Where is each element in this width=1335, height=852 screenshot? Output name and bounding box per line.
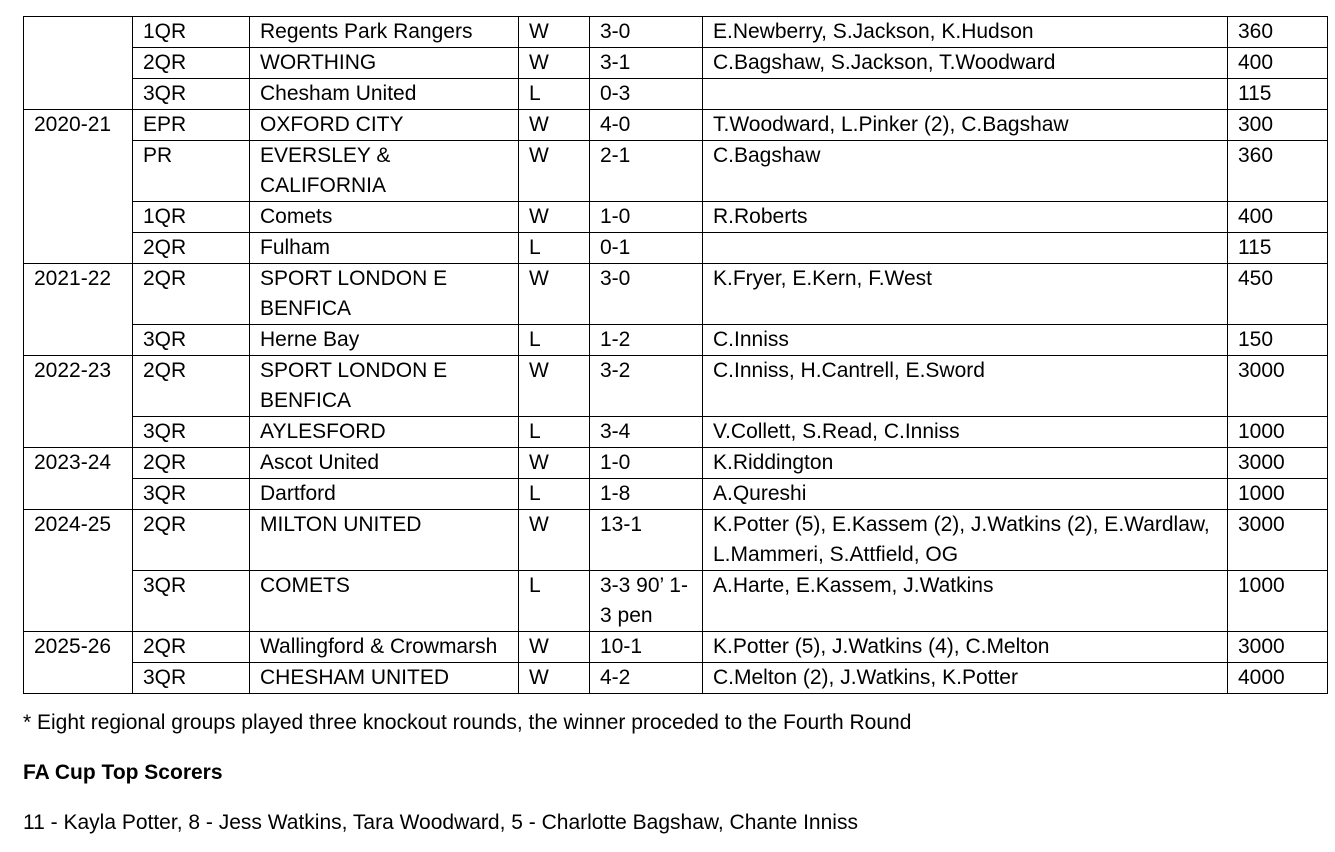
attendance-cell: 4000 xyxy=(1228,663,1328,694)
score-cell: 4-2 xyxy=(590,663,703,694)
opponent-cell: SPORT LONDON E BENFICA xyxy=(250,356,519,417)
round-cell: 2QR xyxy=(133,264,250,325)
round-cell: PR xyxy=(133,141,250,202)
fa-cup-results-table xyxy=(23,16,1328,694)
table-row xyxy=(24,571,1328,632)
score-cell: 2-1 xyxy=(590,141,703,202)
round-cell: 3QR xyxy=(133,479,250,510)
result-cell: L xyxy=(519,479,590,510)
footnote: * Eight regional groups played three knockout rounds, the winner proceded to the Fourth Round xyxy=(23,711,912,734)
table-row xyxy=(24,356,1328,417)
result-cell: W xyxy=(519,48,590,79)
attendance-cell: 115 xyxy=(1228,79,1328,110)
table-row xyxy=(24,325,1328,356)
score-cell: 1-0 xyxy=(590,448,703,479)
round-cell: 1QR xyxy=(133,17,250,48)
scorers-cell: V.Collett, S.Read, C.Inniss xyxy=(703,417,1228,448)
scorers-cell xyxy=(703,233,1228,264)
result-cell: W xyxy=(519,448,590,479)
table-row xyxy=(24,141,1328,202)
opponent-cell: OXFORD CITY xyxy=(250,110,519,141)
score-cell: 1-2 xyxy=(590,325,703,356)
attendance-cell: 300 xyxy=(1228,110,1328,141)
opponent-cell: Herne Bay xyxy=(250,325,519,356)
top-scorers-heading: FA Cup Top Scorers xyxy=(23,761,223,784)
scorers-cell: A.Harte, E.Kassem, J.Watkins xyxy=(703,571,1228,632)
table-row xyxy=(24,448,1328,479)
round-cell: 1QR xyxy=(133,202,250,233)
round-cell: 2QR xyxy=(133,448,250,479)
attendance-cell: 3000 xyxy=(1228,356,1328,417)
result-cell: W xyxy=(519,141,590,202)
table-row xyxy=(24,79,1328,110)
score-cell: 10-1 xyxy=(590,632,703,663)
opponent-cell: SPORT LONDON E BENFICA xyxy=(250,264,519,325)
attendance-cell: 3000 xyxy=(1228,448,1328,479)
result-cell: L xyxy=(519,417,590,448)
round-cell: 2QR xyxy=(133,632,250,663)
round-cell: 3QR xyxy=(133,571,250,632)
round-cell: 3QR xyxy=(133,79,250,110)
scorers-cell: E.Newberry, S.Jackson, K.Hudson xyxy=(703,17,1228,48)
attendance-cell: 1000 xyxy=(1228,479,1328,510)
opponent-cell: WORTHING xyxy=(250,48,519,79)
scorers-cell: K.Riddington xyxy=(703,448,1228,479)
result-cell: W xyxy=(519,632,590,663)
season-cell xyxy=(24,17,133,110)
scorers-cell: R.Roberts xyxy=(703,202,1228,233)
attendance-cell: 360 xyxy=(1228,17,1328,48)
result-cell: W xyxy=(519,202,590,233)
attendance-cell: 450 xyxy=(1228,264,1328,325)
scorers-cell: C.Inniss, H.Cantrell, E.Sword xyxy=(703,356,1228,417)
season-cell: 2023-24 xyxy=(24,448,133,510)
score-cell: 3-2 xyxy=(590,356,703,417)
table-row xyxy=(24,48,1328,79)
score-cell: 3-3 90’ 1-3 pen xyxy=(590,571,703,632)
attendance-cell: 3000 xyxy=(1228,632,1328,663)
attendance-cell: 1000 xyxy=(1228,417,1328,448)
score-cell: 1-0 xyxy=(590,202,703,233)
score-cell: 1-8 xyxy=(590,479,703,510)
score-cell: 0-3 xyxy=(590,79,703,110)
scorers-cell: K.Fryer, E.Kern, F.West xyxy=(703,264,1228,325)
score-cell: 3-0 xyxy=(590,264,703,325)
result-cell: W xyxy=(519,356,590,417)
attendance-cell: 400 xyxy=(1228,202,1328,233)
opponent-cell: Wallingford & Crowmarsh xyxy=(250,632,519,663)
scorers-cell: K.Potter (5), J.Watkins (4), C.Melton xyxy=(703,632,1228,663)
scorers-cell: C.Bagshaw xyxy=(703,141,1228,202)
round-cell: 2QR xyxy=(133,510,250,571)
table-row xyxy=(24,632,1328,663)
scorers-cell xyxy=(703,79,1228,110)
result-cell: L xyxy=(519,325,590,356)
attendance-cell: 360 xyxy=(1228,141,1328,202)
table-row xyxy=(24,510,1328,571)
season-cell: 2022-23 xyxy=(24,356,133,448)
round-cell: 2QR xyxy=(133,233,250,264)
season-cell: 2024-25 xyxy=(24,510,133,632)
round-cell: 3QR xyxy=(133,417,250,448)
scorers-cell: C.Bagshaw, S.Jackson, T.Woodward xyxy=(703,48,1228,79)
result-cell: W xyxy=(519,110,590,141)
scorers-cell: K.Potter (5), E.Kassem (2), J.Watkins (2), E.Wardlaw, L.Mammeri, S.Attfield, OG xyxy=(703,510,1228,571)
attendance-cell: 3000 xyxy=(1228,510,1328,571)
score-cell: 3-4 xyxy=(590,417,703,448)
attendance-cell: 115 xyxy=(1228,233,1328,264)
opponent-cell: COMETS xyxy=(250,571,519,632)
score-cell: 13-1 xyxy=(590,510,703,571)
result-cell: W xyxy=(519,17,590,48)
opponent-cell: MILTON UNITED xyxy=(250,510,519,571)
attendance-cell: 1000 xyxy=(1228,571,1328,632)
attendance-cell: 400 xyxy=(1228,48,1328,79)
opponent-cell: Chesham United xyxy=(250,79,519,110)
opponent-cell: Dartford xyxy=(250,479,519,510)
opponent-cell: AYLESFORD xyxy=(250,417,519,448)
table-row xyxy=(24,417,1328,448)
scorers-cell: C.Inniss xyxy=(703,325,1228,356)
season-cell: 2021-22 xyxy=(24,264,133,356)
opponent-cell: CHESHAM UNITED xyxy=(250,663,519,694)
table-row xyxy=(24,264,1328,325)
round-cell: 3QR xyxy=(133,325,250,356)
score-cell: 4-0 xyxy=(590,110,703,141)
result-cell: W xyxy=(519,510,590,571)
result-cell: L xyxy=(519,79,590,110)
round-cell: 2QR xyxy=(133,356,250,417)
round-cell: 3QR xyxy=(133,663,250,694)
result-cell: L xyxy=(519,233,590,264)
top-scorers-list: 11 - Kayla Potter, 8 - Jess Watkins, Tara Woodward, 5 - Charlotte Bagshaw, Chante Inniss xyxy=(23,811,858,834)
table-row xyxy=(24,110,1328,141)
result-cell: W xyxy=(519,264,590,325)
opponent-cell: Comets xyxy=(250,202,519,233)
table-row xyxy=(24,17,1328,48)
opponent-cell: Ascot United xyxy=(250,448,519,479)
attendance-cell: 150 xyxy=(1228,325,1328,356)
result-cell: L xyxy=(519,571,590,632)
score-cell: 3-0 xyxy=(590,17,703,48)
table-row xyxy=(24,479,1328,510)
scorers-cell: C.Melton (2), J.Watkins, K.Potter xyxy=(703,663,1228,694)
opponent-cell: Regents Park Rangers xyxy=(250,17,519,48)
table-row xyxy=(24,233,1328,264)
score-cell: 0-1 xyxy=(590,233,703,264)
round-cell: EPR xyxy=(133,110,250,141)
scorers-cell: T.Woodward, L.Pinker (2), C.Bagshaw xyxy=(703,110,1228,141)
table-row xyxy=(24,202,1328,233)
season-cell: 2020-21 xyxy=(24,110,133,264)
opponent-cell: Fulham xyxy=(250,233,519,264)
scorers-cell: A.Qureshi xyxy=(703,479,1228,510)
round-cell: 2QR xyxy=(133,48,250,79)
season-cell: 2025-26 xyxy=(24,632,133,694)
opponent-cell: EVERSLEY & CALIFORNIA xyxy=(250,141,519,202)
score-cell: 3-1 xyxy=(590,48,703,79)
result-cell: W xyxy=(519,663,590,694)
table-row xyxy=(24,663,1328,694)
